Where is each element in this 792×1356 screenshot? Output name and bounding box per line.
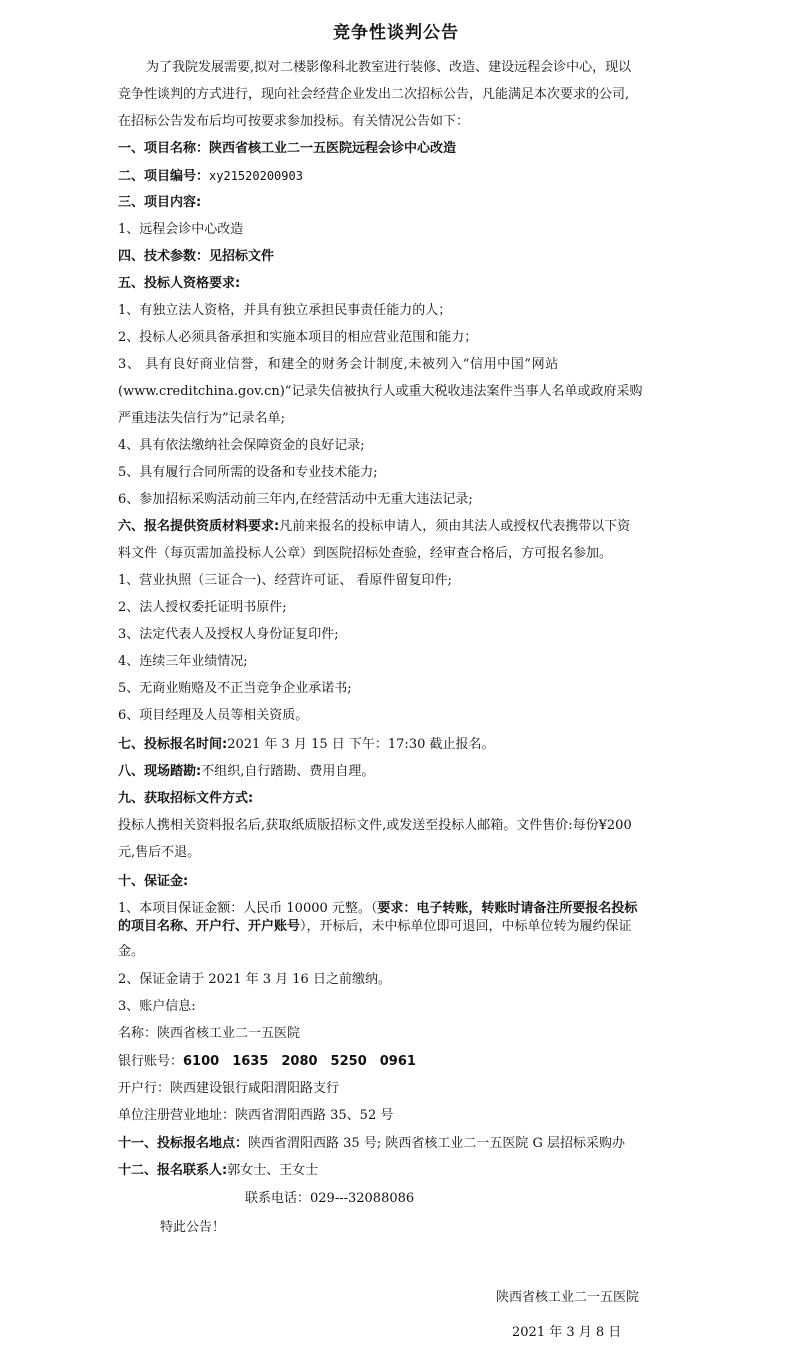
- deposit-paragraph-2: 2、保证金请于 2021 年 3 月 16 日之前缴纳。: [118, 972, 391, 987]
- account-name-value: 陕西省核工业二一五医院: [157, 1026, 301, 1041]
- section-registration-place: [118, 1135, 625, 1153]
- qualification-item: 1、有独立法人资格，并具有独立承担民事责任能力的人；: [118, 303, 452, 318]
- content-item: 1、远程会诊中心改造: [118, 222, 244, 237]
- account-number-value: 6100 1635 2080 5250 0961: [183, 1054, 416, 1069]
- obtain-docs-text: 投标人携相关资料报名后,获取纸质版招标文件,或发送至投标人邮箱。文件售价:每份¥200: [118, 818, 632, 833]
- intro-line-3: 在招标公告发布后均可按要求参加投标。有关情况公告如下：: [118, 114, 470, 129]
- section-obtain-docs-heading: 九、获取招标文件方式:: [118, 791, 254, 806]
- qualification-item: 2、投标人必须具备承担和实施本项目的相应营业范围和能力；: [118, 330, 478, 345]
- account-name: [118, 1025, 300, 1043]
- section-project-number: [118, 167, 303, 186]
- section-heading: 一、项目名称：: [118, 141, 210, 156]
- qualification-item: 4、具有依法缴纳社会保障资金的良好记录;: [118, 438, 365, 453]
- deposit-requirement-text: 的项目名称、开户行、开户账号: [118, 919, 301, 934]
- registered-address: 单位注册营业地址：陕西省渭阳西路 35、52 号: [118, 1108, 394, 1123]
- qualification-item: 6、参加招标采购活动前三年内,在经营活动中无重大违法记录;: [118, 492, 473, 507]
- qualification-item: 3、 具有良好商业信誉，和建全的财务会计制度,未被列入“信用中国”网站: [118, 357, 559, 372]
- closing-text: 特此公告！: [160, 1220, 226, 1235]
- deposit-refund-text: ），开标后，未中标单位即可退回，中标单位转为履约保证: [300, 919, 632, 934]
- account-number: [118, 1053, 416, 1071]
- qualification-item-cont: (www.creditchina.gov.cn)“记录失信被执行人或重大税收违法案件当事人名单或政府采购: [118, 384, 643, 399]
- obtain-docs-text-cont: 元,售后不退。: [118, 845, 201, 860]
- section-project-content-heading: 三、项目内容:: [118, 195, 202, 210]
- registration-place-value: 陕西省渭阳西路 35 号; 陕西省核工业二一五医院 G 层招标采购办: [248, 1136, 625, 1151]
- materials-item: 4、连续三年业绩情况;: [118, 654, 248, 669]
- intro-line-1: 为了我院发展需要,拟对二楼影像科北教室进行装修、改造、建设远程会诊中心，现以: [146, 60, 632, 75]
- section-heading: 十一、投标报名地点：: [118, 1136, 249, 1151]
- section-deposit-heading: 十、保证金:: [118, 874, 189, 889]
- signature-organization: 陕西省核工业二一五医院: [496, 1290, 640, 1305]
- section-site-visit: [118, 763, 374, 781]
- deposit-paragraph-1: [118, 900, 637, 918]
- project-number-value: xy21520200903: [209, 169, 303, 183]
- page-title: 竞争性谈判公告: [333, 23, 459, 43]
- section-registration-time: [118, 736, 495, 754]
- section-heading: 六、报名提供资质材料要求:: [118, 519, 280, 534]
- deposit-requirement-text: 要求：电子转账，转账时请备注所要报名投标: [377, 901, 638, 916]
- deposit-paragraph-1-end: 金。: [118, 944, 145, 959]
- deposit-paragraph-1-cont: [118, 918, 632, 936]
- materials-item: 1、营业执照（三证合一)、经营许可证、 看原件留复印件;: [118, 573, 452, 588]
- materials-item: 5、无商业贿赂及不正当竞争企业承诺书;: [118, 681, 352, 696]
- materials-item: 6、项目经理及人员等相关资质。: [118, 708, 309, 723]
- signature-date: 2021 年 3 月 8 日: [512, 1325, 622, 1340]
- intro-line-2: 竞争性谈判的方式进行，现向社会经营企业发出二次招标公告，凡能满足本次要求的公司,: [118, 87, 630, 102]
- section-qualification-heading: 五、投标人资格要求:: [118, 276, 241, 291]
- section-tech-params: 四、技术参数：见招标文件: [118, 249, 275, 264]
- materials-item: 3、法定代表人及授权人身份证复印件;: [118, 627, 339, 642]
- section-project-name: [118, 140, 456, 158]
- section-heading: 八、现场踏勘:: [118, 764, 202, 779]
- account-name-label: 名称：: [118, 1026, 158, 1041]
- materials-text-cont: 料文件（每页需加盖投标人公章）到医院招标处查验，经审查合格后，方可报名参加。: [118, 546, 613, 561]
- materials-text: 凡前来报名的投标申请人，须由其法人或授权代表携带以下资: [279, 519, 631, 534]
- section-materials: [118, 518, 630, 536]
- contact-phone: 联系电话：029---32088086: [245, 1191, 415, 1206]
- deposit-paragraph-3: 3、账户信息:: [118, 999, 196, 1014]
- qualification-item: 5、具有履行合同所需的设备和专业技术能力;: [118, 465, 378, 480]
- account-bank: 开户行：陕西建设银行咸阳渭阳路支行: [118, 1081, 340, 1096]
- section-heading: 七、投标报名时间:: [118, 737, 228, 752]
- site-visit-value: 不组织,自行踏勘、费用自理。: [201, 764, 375, 779]
- qualification-item-cont: 严重违法失信行为”记录名单;: [118, 411, 286, 426]
- section-contact: [118, 1162, 318, 1180]
- section-heading: 十二、报名联系人:: [118, 1163, 228, 1178]
- project-name-value: 陕西省核工业二一五医院远程会诊中心改造: [209, 141, 457, 156]
- deposit-amount-text: 1、本项目保证金额：人民币 10000 元整。（: [118, 901, 378, 916]
- contact-names: 郭女士、王女士: [227, 1163, 319, 1178]
- section-heading: 二、项目编号：: [118, 169, 210, 184]
- account-number-label: 银行账号：: [118, 1054, 184, 1069]
- registration-time-value: 2021 年 3 月 15 日 下午：17:30 截止报名。: [227, 737, 495, 752]
- materials-item: 2、法人授权委托证明书原件;: [118, 600, 287, 615]
